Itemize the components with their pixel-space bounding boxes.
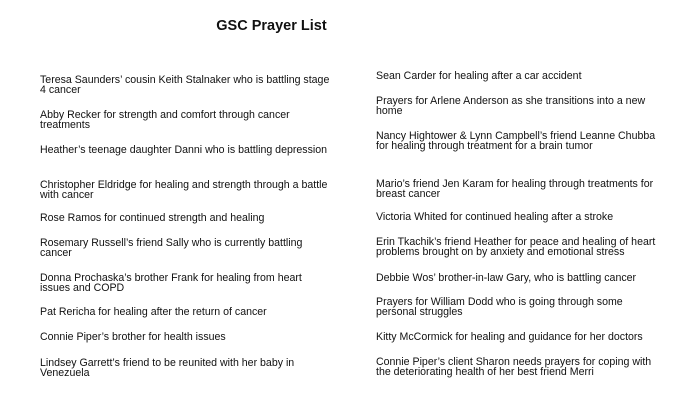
list-item: Kitty McCormick for healing and guidance for her doctors <box>376 331 643 343</box>
list-item: Victoria Whited for continued healing after a stroke <box>376 211 614 223</box>
list-item: Christopher Eldridge for healing and strength through a battle with cancer <box>40 179 328 201</box>
list-item: Prayers for Arlene Anderson as she transitions into a new home <box>376 95 646 117</box>
list-item: Heather’s teenage daughter Danni who is battling depression <box>40 144 328 156</box>
list-item: Abby Recker for strength and comfort through cancer treatments <box>40 109 290 131</box>
list-item: Nancy Hightower & Lynn Campbell’s friend Leanne Chubba for healing through treatment for a brain tumor <box>376 130 656 152</box>
list-item: Sean Carder for healing after a car accident <box>376 70 582 82</box>
list-item: Prayers for William Dodd who is going through some personal struggles <box>376 296 623 318</box>
list-item: Teresa Saunders’ cousin Keith Stalnaker who is battling stage 4 cancer <box>40 74 330 96</box>
list-item: Pat Rericha for healing after the return of cancer <box>40 306 267 318</box>
page-title: GSC Prayer List <box>216 18 327 34</box>
list-item: Mario’s friend Jen Karam for healing through treatments for breast cancer <box>376 178 654 200</box>
list-item: Erin Tkachik’s friend Heather for peace and healing of heart problems brought on by anxiety and emotional stress <box>376 236 656 258</box>
list-item: Rose Ramos for continued strength and healing <box>40 212 265 224</box>
list-item: Debbie Wos’ brother-in-law Gary, who is battling cancer <box>376 272 637 284</box>
list-item: Connie Piper’s brother for health issues <box>40 331 226 343</box>
list-item: Rosemary Russell’s friend Sally who is currently battling cancer <box>40 237 303 259</box>
list-item: Lindsey Garrett’s friend to be reunited with her baby in Venezuela <box>40 357 295 379</box>
list-item: Connie Piper’s client Sharon needs prayers for coping with the deteriorating health of her best friend Merri <box>376 356 652 378</box>
list-item: Donna Prochaska’s brother Frank for healing from heart issues and COPD <box>40 272 302 294</box>
